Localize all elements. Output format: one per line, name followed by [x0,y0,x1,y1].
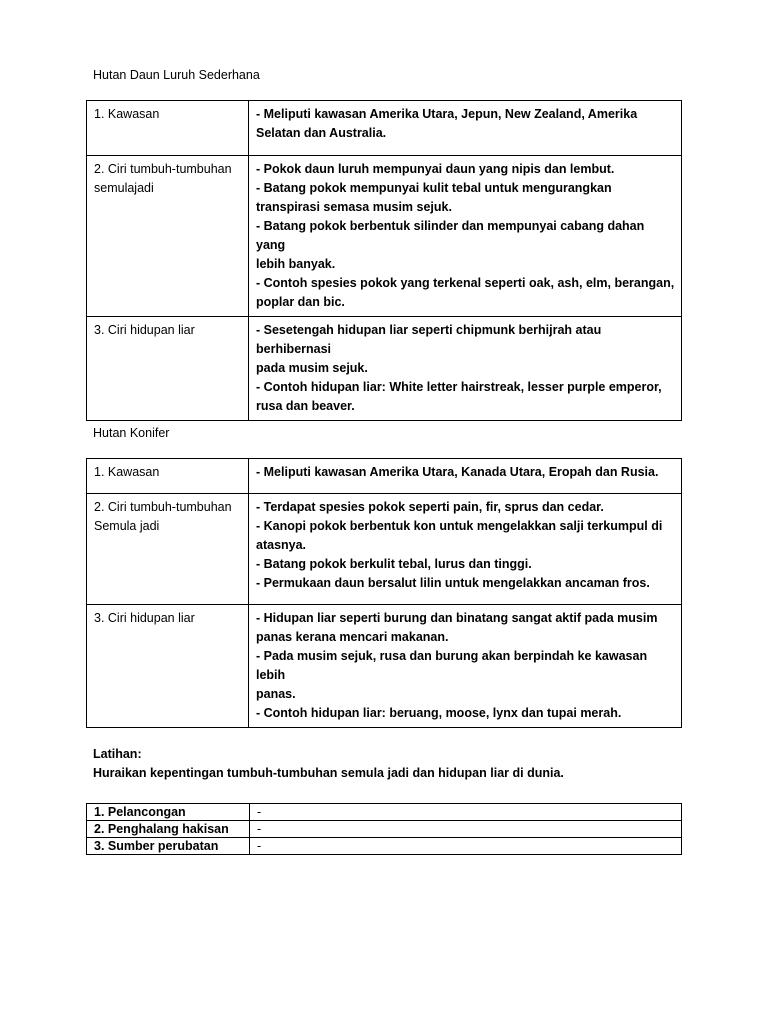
answer-cell[interactable]: - [250,804,682,821]
content-line: poplar dan bic. [256,295,345,309]
label-line: Semula jadi [94,519,160,533]
row-label [87,459,249,494]
table-row [87,494,682,605]
label-line: 1. Kawasan [94,465,160,479]
content-line: lebih banyak. [256,257,336,271]
row-label [87,317,249,421]
latihan-block [93,745,564,783]
table-row [87,101,682,156]
label-line: 3. Ciri hidupan liar [94,611,195,625]
content-line: panas. [256,687,296,701]
label-line: 1. Kawasan [94,107,160,121]
row-label [87,156,249,317]
content-line: - Batang pokok mempunyai kulit tebal untuk mengurangkan [256,181,612,195]
row-content [249,605,682,728]
table-row [87,804,682,821]
content-line: - Pokok daun luruh mempunyai daun yang nipis dan lembut. [256,162,615,176]
row-content [249,317,682,421]
row-label: 3. Sumber perubatan [87,838,250,855]
content-line: - Permukaan daun bersalut lilin untuk mengelakkan ancaman fros. [256,576,650,590]
content-line: - Pada musim sejuk, rusa dan burung akan berpindah ke kawasan lebih [256,649,648,682]
table-row [87,821,682,838]
label-line: 2. Ciri tumbuh-tumbuhan [94,162,232,176]
row-label [87,494,249,605]
content-line: - Batang pokok berkulit tebal, lurus dan tinggi. [256,557,532,571]
label-line: 3. Ciri hidupan liar [94,323,195,337]
table-hutan-konifer [86,458,682,728]
content-line: - Contoh hidupan liar: White letter hairstreak, lesser purple emperor, [256,380,662,394]
content-line: - Batang pokok berbentuk silinder dan mempunyai cabang dahan yang [256,219,645,252]
content-line: - Terdapat spesies pokok seperti pain, fir, sprus dan cedar. [256,500,604,514]
content-line: Selatan dan Australia. [256,126,387,140]
row-label [87,101,249,156]
content-line: - Sesetengah hidupan liar seperti chipmunk berhijrah atau berhibernasi [256,323,602,356]
section-title-hutan-daun-luruh: Hutan Daun Luruh Sederhana [93,68,260,82]
row-content [249,459,682,494]
table-row [87,156,682,317]
content-line: - Hidupan liar seperti burung dan binatang sangat aktif pada musim [256,611,658,625]
content-line: panas kerana mencari makanan. [256,630,449,644]
row-content [249,494,682,605]
table-row [87,459,682,494]
content-line: - Contoh spesies pokok yang terkenal seperti oak, ash, elm, berangan, [256,276,675,290]
answer-cell[interactable]: - [250,821,682,838]
answer-cell[interactable]: - [250,838,682,855]
label-line: semulajadi [94,181,154,195]
latihan-title: Latihan: [93,747,142,761]
row-label [87,605,249,728]
section-title-hutan-konifer: Hutan Konifer [93,426,170,440]
content-line: - Meliputi kawasan Amerika Utara, Jepun, New Zealand, Amerika [256,107,638,121]
content-line: transpirasi semasa musim sejuk. [256,200,452,214]
content-line: atasnya. [256,538,307,552]
table-row [87,605,682,728]
content-line: rusa dan beaver. [256,399,355,413]
row-content [249,156,682,317]
label-line: 2. Ciri tumbuh-tumbuhan [94,500,232,514]
content-line: - Meliputi kawasan Amerika Utara, Kanada Utara, Eropah dan Rusia. [256,465,659,479]
content-line: - Kanopi pokok berbentuk kon untuk mengelakkan salji terkumpul di [256,519,663,533]
latihan-question: Huraikan kepentingan tumbuh-tumbuhan semula jadi dan hidupan liar di dunia. [93,766,564,780]
row-content [249,101,682,156]
row-label: 1. Pelancongan [87,804,250,821]
row-label: 2. Penghalang hakisan [87,821,250,838]
content-line: pada musim sejuk. [256,361,368,375]
table-latihan [86,803,682,855]
table-hutan-daun-luruh [86,100,682,421]
table-row [87,838,682,855]
content-line: - Contoh hidupan liar: beruang, moose, lynx dan tupai merah. [256,706,622,720]
table-row [87,317,682,421]
